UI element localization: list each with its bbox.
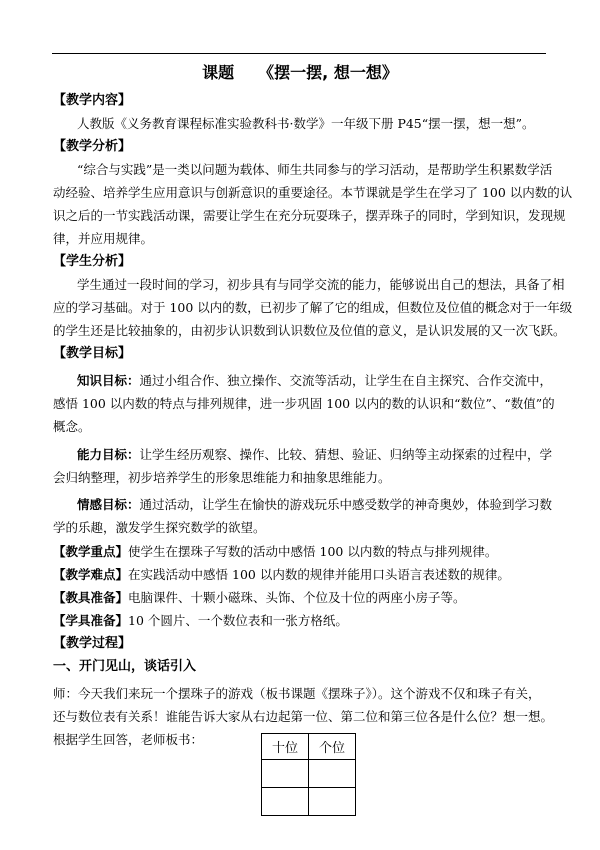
analysis-line: 律，并应用规律。 bbox=[53, 231, 154, 246]
emotion-goal-line: 学的乐趣，激发学生探究数学的欲望。 bbox=[53, 520, 266, 535]
emotion-goal-label: 情感目标： bbox=[77, 497, 140, 512]
difficulty-text: 在实践活动中感悟 100 以内数的规律并能用口头语言表述数的规律。 bbox=[128, 567, 510, 582]
analysis-line: 动经验、培养学生应用意识与创新意识的重要途径。本节课就是学生在学习了 100 以内数的认 bbox=[53, 185, 573, 200]
content-text: 人教版《义务教育课程标准实验教科书·数学》一年级下册 P45“摆一摆，想一想”。 bbox=[77, 116, 535, 131]
learning-tools-heading: 【学具准备】 bbox=[53, 613, 129, 628]
place-value-table bbox=[261, 733, 356, 816]
student-line: 应的学习基础。对于 100 以内的数，已初步了解了它的组成，但数位及位值的概念对于一年级 bbox=[53, 300, 573, 315]
student-line: 学生通过一段时间的学习，初步具有与同学交流的能力，能够说出自己的想法，具备了相 bbox=[77, 277, 565, 292]
key-point-heading: 【教学重点】 bbox=[53, 544, 129, 559]
analysis-line: “综合与实践”是一类以问题为载体、师生共同参与的学习活动，是帮助学生积累数学活 bbox=[77, 162, 553, 177]
ability-goal-label: 能力目标： bbox=[77, 447, 140, 462]
ones-cell bbox=[309, 760, 356, 788]
student-line: 的学生还是比较抽象的，由初步认识数到认识数位及位值的意义，是认识发展的又一次飞跃。 bbox=[53, 323, 566, 338]
key-point-text: 使学生在摆珠子写数的活动中感悟 100 以内数的特点与排列规律。 bbox=[128, 544, 498, 559]
knowledge-goal-line: 概念。 bbox=[53, 419, 91, 434]
step1-line: 还与数位表有关系！谁能告诉大家从右边起第一位、第二位和第三位各是什么位？想一想。 bbox=[53, 709, 554, 724]
difficulty-line bbox=[53, 566, 510, 584]
ones-cell bbox=[309, 788, 356, 816]
step1-line: 师：今天我们来玩一个摆珠子的游戏（板书课题《摆珠子》）。这个游戏不仅和珠子有关， bbox=[53, 686, 541, 701]
analysis-heading: 【教学分析】 bbox=[53, 139, 132, 154]
content-heading: 【教学内容】 bbox=[53, 93, 132, 108]
learning-tools-line bbox=[53, 612, 348, 630]
step1-heading: 一、开门见山，谈话引入 bbox=[53, 659, 197, 674]
teaching-aids-line bbox=[53, 589, 466, 607]
teaching-aids-text: 电脑课件、十颗小磁珠、头饰、个位及十位的两座小房子等。 bbox=[128, 590, 466, 605]
ability-goal-text: 让学生经历观察、操作、比较、猜想、验证、归纳等主动探索的过程中，学 bbox=[139, 447, 553, 462]
knowledge-goal-label: 知识目标： bbox=[77, 373, 140, 388]
lesson-title: 课题 《摆一摆, 想一想》 bbox=[202, 63, 398, 82]
ones-header: 个位 bbox=[309, 734, 356, 760]
knowledge-goal-text: 通过小组合作、独立操作、交流等活动，让学生在自主探究、合作交流中， bbox=[139, 373, 553, 388]
tens-cell bbox=[262, 760, 309, 788]
process-heading: 【教学过程】 bbox=[53, 636, 132, 651]
analysis-line: 识之后的一节实践活动课，需要让学生在充分玩耍珠子，摆弄珠子的同时，学到知识，发现规 bbox=[53, 208, 566, 223]
difficulty-heading: 【教学难点】 bbox=[53, 567, 129, 582]
tens-header: 十位 bbox=[262, 734, 309, 760]
ability-goal-line: 会归纳整理，初步培养学生的形象思维能力和抽象思维能力。 bbox=[53, 470, 391, 485]
knowledge-goal-line: 感悟 100 以内数的特点与排列规律，进一步巩固 100 以内的数的认识和“数位”、“数值”的 bbox=[53, 396, 555, 411]
student-heading: 【学生分析】 bbox=[53, 254, 132, 269]
ability-goal-line bbox=[77, 446, 552, 464]
top-rule bbox=[52, 53, 546, 54]
teaching-aids-heading: 【教具准备】 bbox=[53, 590, 129, 605]
tens-cell bbox=[262, 788, 309, 816]
goals-heading: 【教学目标】 bbox=[53, 346, 132, 361]
key-point-line bbox=[53, 543, 497, 561]
emotion-goal-text: 通过活动，让学生在愉快的游戏玩乐中感受数学的神奇奥妙，体验到学习数 bbox=[139, 497, 553, 512]
step1-line: 根据学生回答，老师板书： bbox=[53, 732, 204, 747]
emotion-goal-line bbox=[77, 496, 552, 514]
learning-tools-text: 10 个圆片、一个数位表和一张方格纸。 bbox=[128, 613, 348, 628]
knowledge-goal-line bbox=[77, 372, 552, 390]
